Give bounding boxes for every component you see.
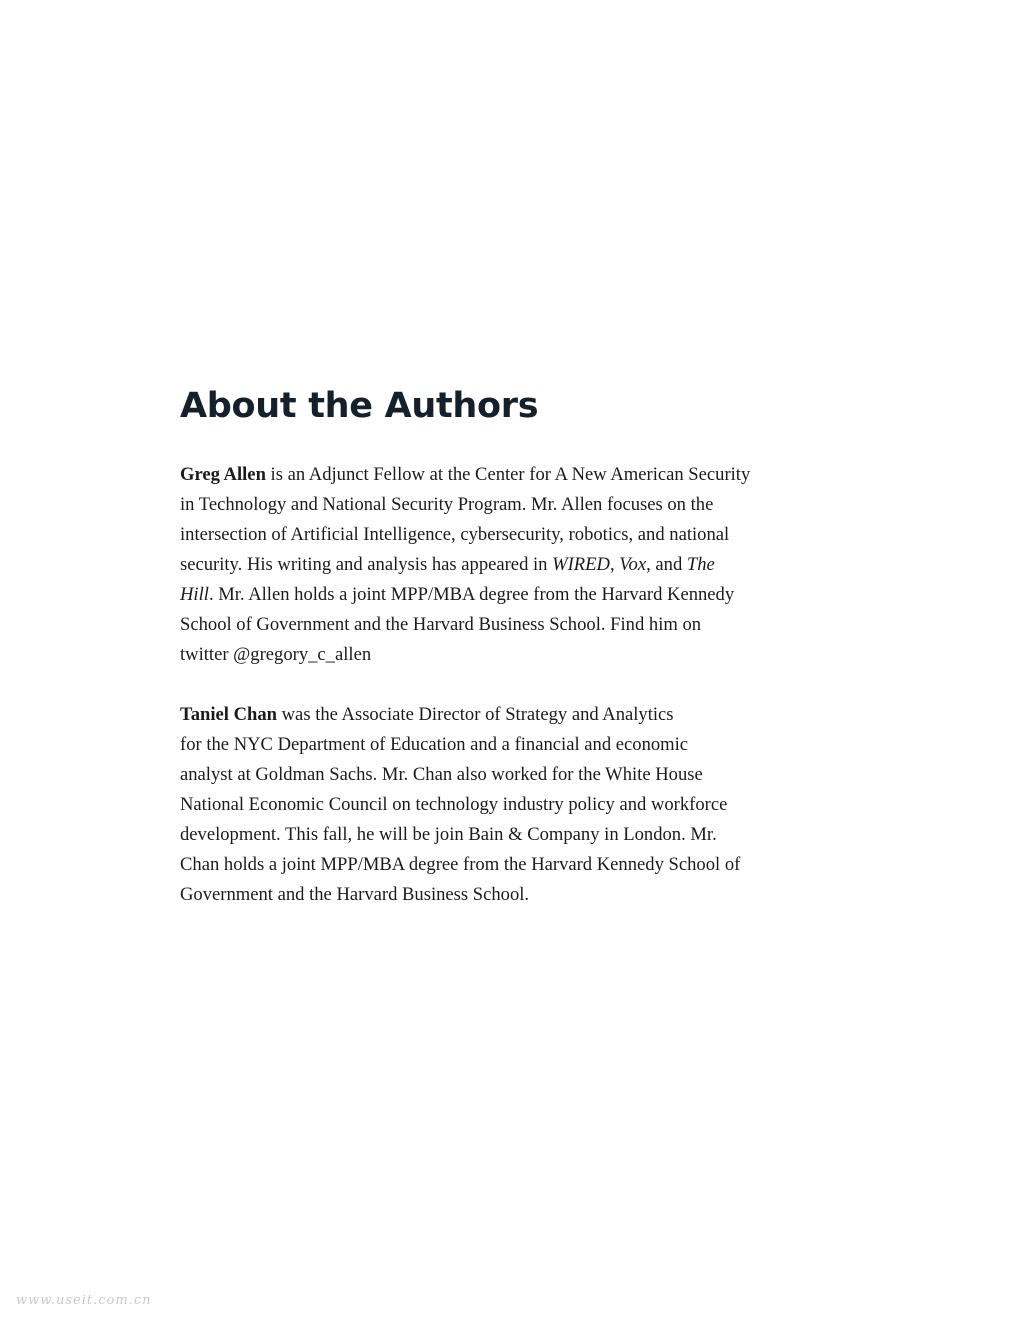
watermark: www.useit.com.cn	[16, 1293, 152, 1308]
author-bio-greg-allen	[180, 460, 780, 670]
bio-line: is an Adjunct Fellow at the Center for A New American Security	[265, 464, 751, 485]
bio-line: intersection of Artificial Intelligence, cybersecurity, robotics, and national	[180, 524, 730, 545]
bio-line: was the Associate Director of Strategy and Analytics	[276, 704, 674, 725]
publication-title: The	[686, 554, 715, 575]
bio-separator: ,	[609, 554, 620, 575]
author-bio-taniel-chan	[180, 700, 780, 910]
bio-line: for the NYC Department of Education and a financial and economic	[180, 734, 689, 755]
bio-line: twitter @gregory_c_allen	[180, 644, 372, 665]
publication-title: WIRED	[552, 554, 610, 575]
bio-separator: , and	[646, 554, 687, 575]
bio-line: security. His writing and analysis has appeared in	[180, 554, 553, 575]
author-name: Greg Allen	[180, 464, 266, 485]
bio-line: development. This fall, he will be join Bain & Company in London. Mr.	[180, 824, 717, 845]
bio-line: . Mr. Allen holds a joint MPP/MBA degree from the Harvard Kennedy	[208, 584, 735, 605]
author-name: Taniel Chan	[180, 704, 277, 725]
bio-line: School of Government and the Harvard Business School. Find him on	[180, 614, 702, 635]
bio-line: Chan holds a joint MPP/MBA degree from the Harvard Kennedy School of	[180, 854, 741, 875]
publication-title: Vox	[619, 554, 647, 575]
page-title: About the Authors	[180, 386, 539, 426]
bio-line: in Technology and National Security Program. Mr. Allen focuses on the	[180, 494, 714, 515]
bio-line: National Economic Council on technology industry policy and workforce	[180, 794, 728, 815]
bio-line: analyst at Goldman Sachs. Mr. Chan also worked for the White House	[180, 764, 703, 785]
publication-title: Hill	[180, 584, 209, 605]
bio-line: Government and the Harvard Business School.	[180, 884, 530, 905]
about-authors-section	[180, 383, 780, 910]
